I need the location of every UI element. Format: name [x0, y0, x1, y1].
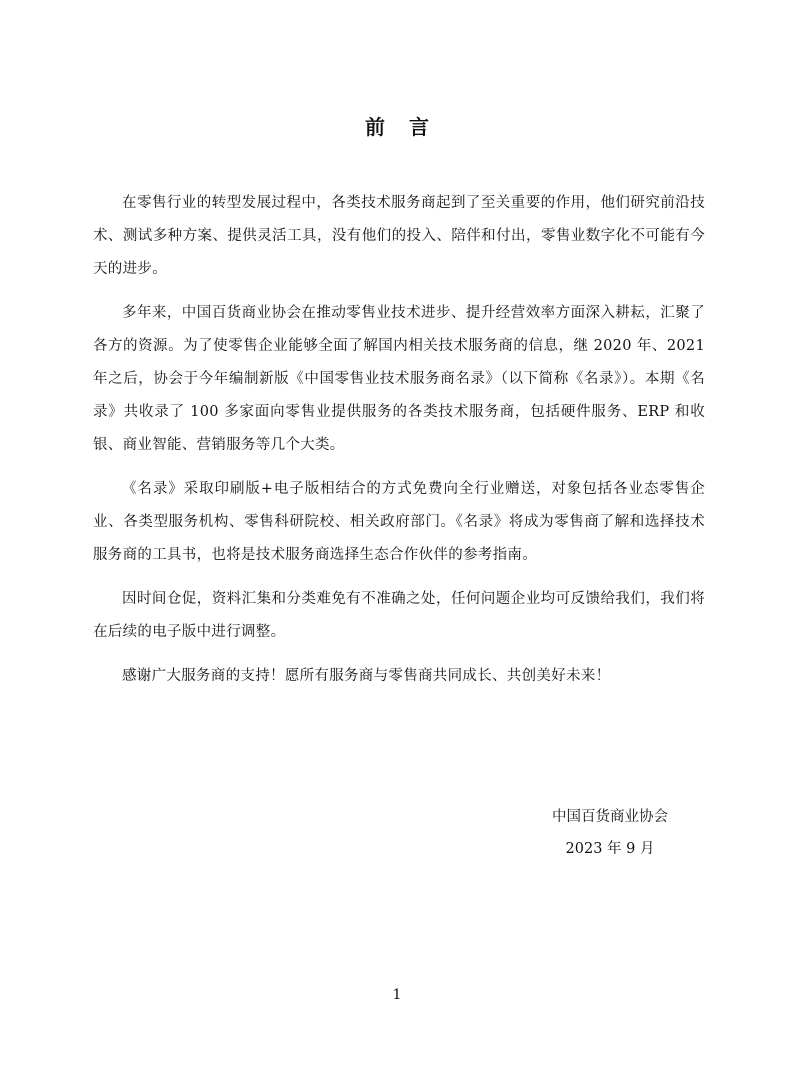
- paragraph-3: 《名录》采取印刷版+电子版相结合的方式免费向全行业赠送，对象包括各业态零售企业、各类型服务机构、零售科研院校、相关政府部门。《名录》将成为零售商了解和选择技术服务商的工具书，也将是技术服务商选择生态合作伙伴的参考指南。: [93, 481, 705, 563]
- signature-block: [520, 801, 700, 865]
- paragraph-1: 在零售行业的转型发展过程中，各类技术服务商起到了至关重要的作用，他们研究前沿技术、测试多种方案、提供灵活工具，没有他们的投入、陪伴和付出，零售业数字化不可能有今天的进步。: [93, 195, 705, 277]
- preface-body: [93, 187, 705, 704]
- signature-date: 2023 年 9 月: [565, 841, 655, 857]
- signature-organization: 中国百货商业协会: [552, 809, 668, 825]
- page-title: 前言: [365, 115, 453, 139]
- paragraph-2: 多年来，中国百货商业协会在推动零售业技术进步、提升经营效率方面深入耕耘，汇聚了各方的资源。为了使零售企业能够全面了解国内相关技术服务商的信息，继 2020 年、2021 年之后，协会于今年编制新版《中国零售业技术服务商名录》（以下简称《名录》）。本期《名录》共收录了 100 多家面向零售业提供服务的各类技术服务商，包括硬件服务、ERP 和收银、商业智能、营销服务等几个大类。: [93, 305, 705, 453]
- paragraph-5: 感谢广大服务商的支持！愿所有服务商与零售商共同成长、共创美好未来！: [122, 668, 611, 684]
- page-number: 1: [392, 987, 402, 1003]
- paragraph-4: 因时间仓促，资料汇集和分类难免有不准确之处，任何问题企业均可反馈给我们，我们将在后续的电子版中进行调整。: [93, 591, 705, 640]
